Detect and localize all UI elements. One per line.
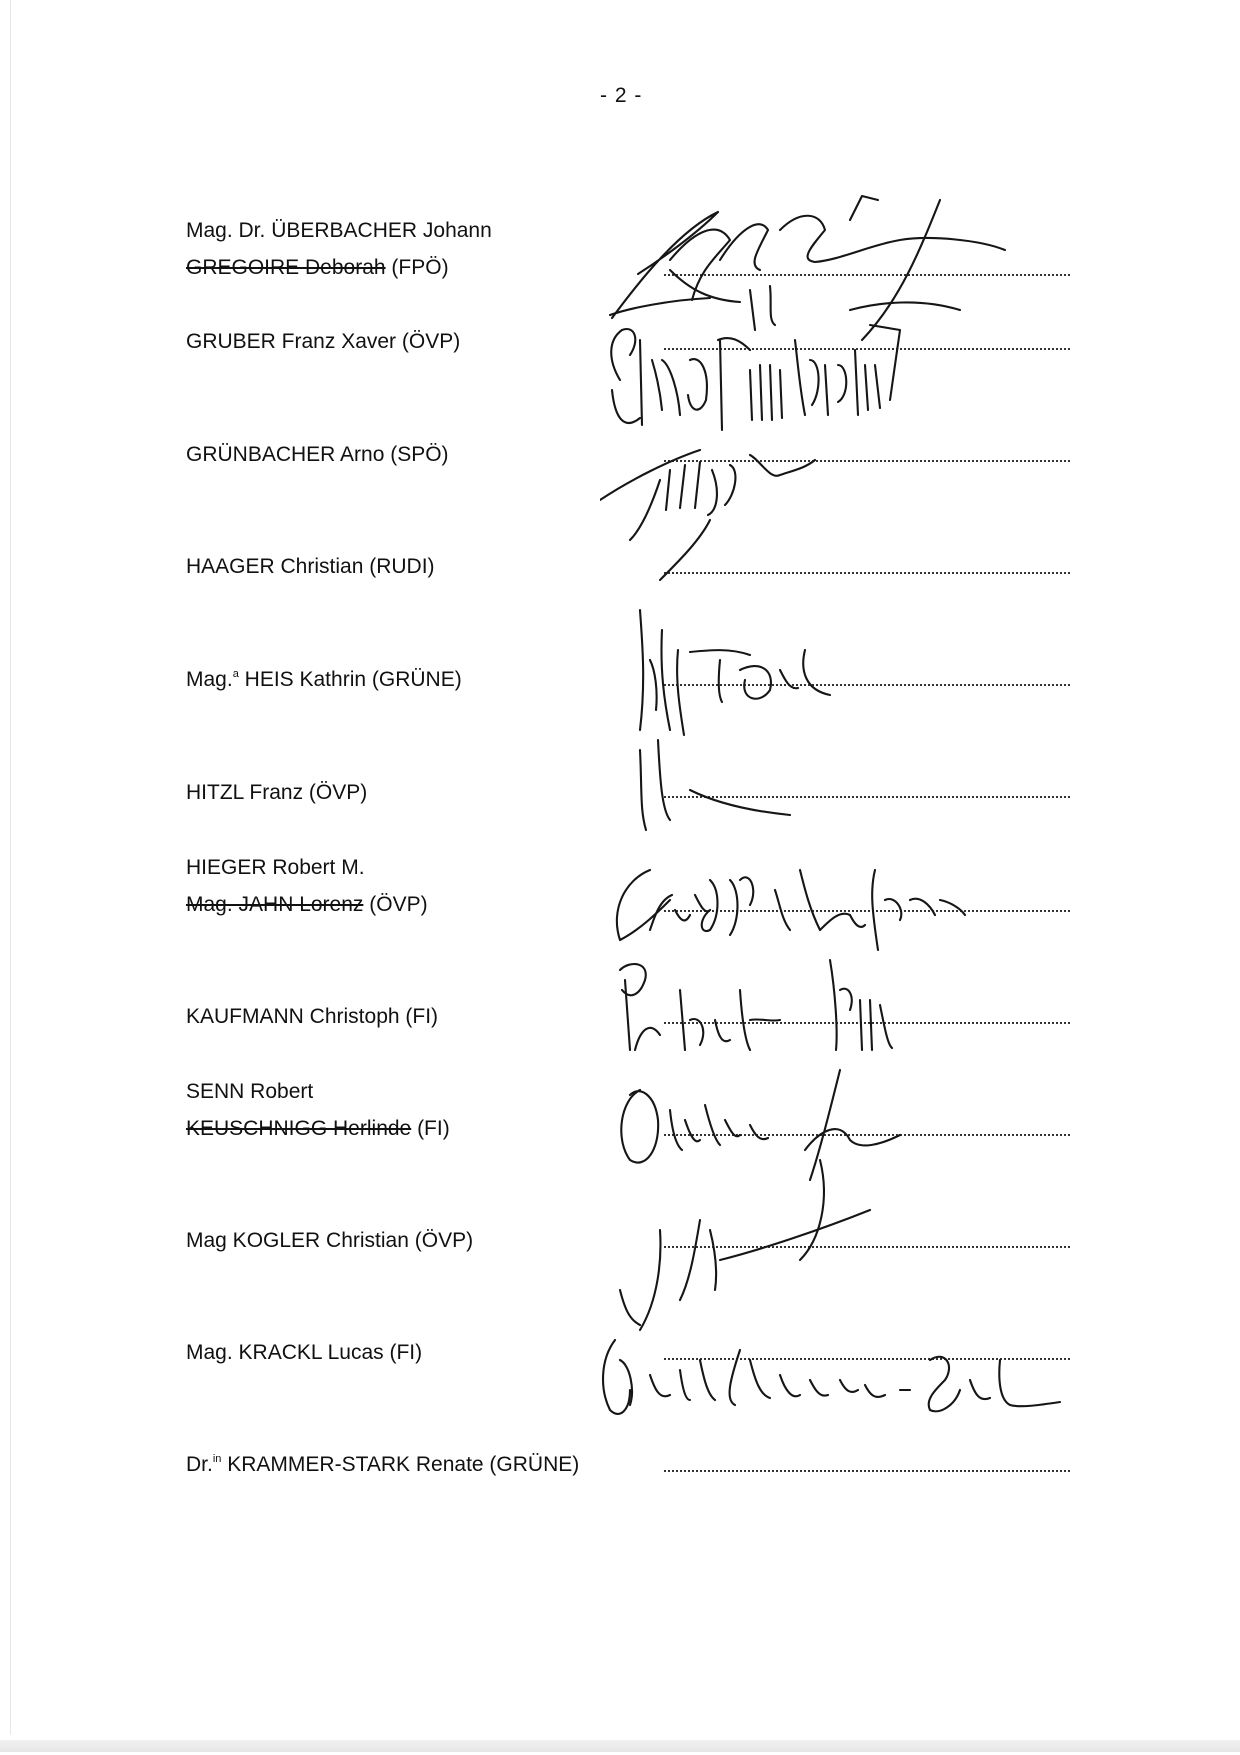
signatory-name: Mag. KRACKL Lucas (FI) bbox=[186, 1341, 423, 1364]
party-suffix: (ÖVP) bbox=[363, 893, 428, 916]
signature-grunbacher bbox=[611, 325, 900, 430]
signature-line bbox=[664, 348, 1070, 350]
title-prefix: Dr. bbox=[186, 1453, 213, 1476]
signatory-krackl bbox=[186, 1334, 646, 1371]
signatory-name: HIEGER Robert M. bbox=[186, 856, 365, 879]
signatory-name: GRÜNBACHER Arno (SPÖ) bbox=[186, 443, 449, 466]
signature-line bbox=[664, 274, 1070, 276]
name-rest: KRAMMER-STARK Renate (GRÜNE) bbox=[221, 1453, 580, 1476]
name-rest: HEIS Kathrin (GRÜNE) bbox=[238, 668, 462, 691]
signatory-hitzl bbox=[186, 774, 646, 811]
signature-krammer-stark bbox=[603, 1340, 1060, 1414]
signatory-senn bbox=[186, 1073, 646, 1147]
signatory-name bbox=[186, 1446, 646, 1483]
signature-krackl bbox=[620, 1210, 870, 1330]
scan-bottom-edge bbox=[0, 1740, 1240, 1752]
signature-gruber bbox=[610, 286, 960, 330]
signatory-uberbacher bbox=[186, 212, 646, 286]
signature-line bbox=[664, 1134, 1070, 1136]
signatory-name: SENN Robert bbox=[186, 1080, 314, 1103]
signatures-drawing bbox=[600, 190, 1160, 1510]
signatory-name bbox=[186, 661, 646, 698]
struck-name: Mag. JAHN Lorenz bbox=[186, 893, 364, 916]
struck-name: KEUSCHNIGG Herlinde bbox=[186, 1117, 412, 1140]
signatory-heis bbox=[186, 661, 646, 698]
signatory-haager bbox=[186, 548, 646, 585]
signature-line bbox=[664, 1022, 1070, 1024]
signature-line bbox=[664, 910, 1070, 912]
signatory-krammer-stark bbox=[186, 1446, 646, 1483]
party-suffix: (FI) bbox=[411, 1117, 450, 1140]
signatory-name: GRUBER Franz Xaver (ÖVP) bbox=[186, 330, 461, 353]
signatory-kaufmann bbox=[186, 998, 646, 1035]
signature-senn bbox=[620, 960, 892, 1050]
signature-line bbox=[664, 460, 1070, 462]
signatory-hieger bbox=[186, 849, 646, 923]
signatory-name: HAAGER Christian (RUDI) bbox=[186, 555, 435, 578]
signatory-replaced-line bbox=[186, 249, 646, 286]
signature-uberbacher bbox=[612, 196, 1005, 340]
signature-line bbox=[664, 572, 1070, 574]
signature-line bbox=[664, 1358, 1070, 1360]
signature-kogler bbox=[621, 1070, 900, 1260]
signatory-grunbacher bbox=[186, 436, 646, 473]
signatory-replaced-line bbox=[186, 886, 646, 923]
struck-name: GREGOIRE Deborah bbox=[186, 256, 386, 279]
title-superscript: a bbox=[232, 668, 239, 680]
signatory-name: HITZL Franz (ÖVP) bbox=[186, 781, 368, 804]
signatory-replaced-line bbox=[186, 1110, 646, 1147]
signature-line bbox=[664, 1470, 1070, 1472]
signature-line bbox=[664, 1246, 1070, 1248]
signatory-kogler bbox=[186, 1222, 646, 1259]
signature-line bbox=[664, 796, 1070, 798]
signatory-name: Mag KOGLER Christian (ÖVP) bbox=[186, 1229, 474, 1252]
signatory-gruber bbox=[186, 323, 646, 360]
title-superscript: in bbox=[212, 1453, 222, 1465]
party-suffix: (FPÖ) bbox=[385, 256, 449, 279]
title-prefix: Mag. bbox=[186, 668, 233, 691]
signature-line bbox=[664, 684, 1070, 686]
signatory-name: KAUFMANN Christoph (FI) bbox=[186, 1005, 439, 1028]
page-edge bbox=[10, 0, 11, 1735]
page-number: - 2 - bbox=[600, 84, 643, 107]
signatory-name: Mag. Dr. ÜBERBACHER Johann bbox=[186, 219, 492, 242]
